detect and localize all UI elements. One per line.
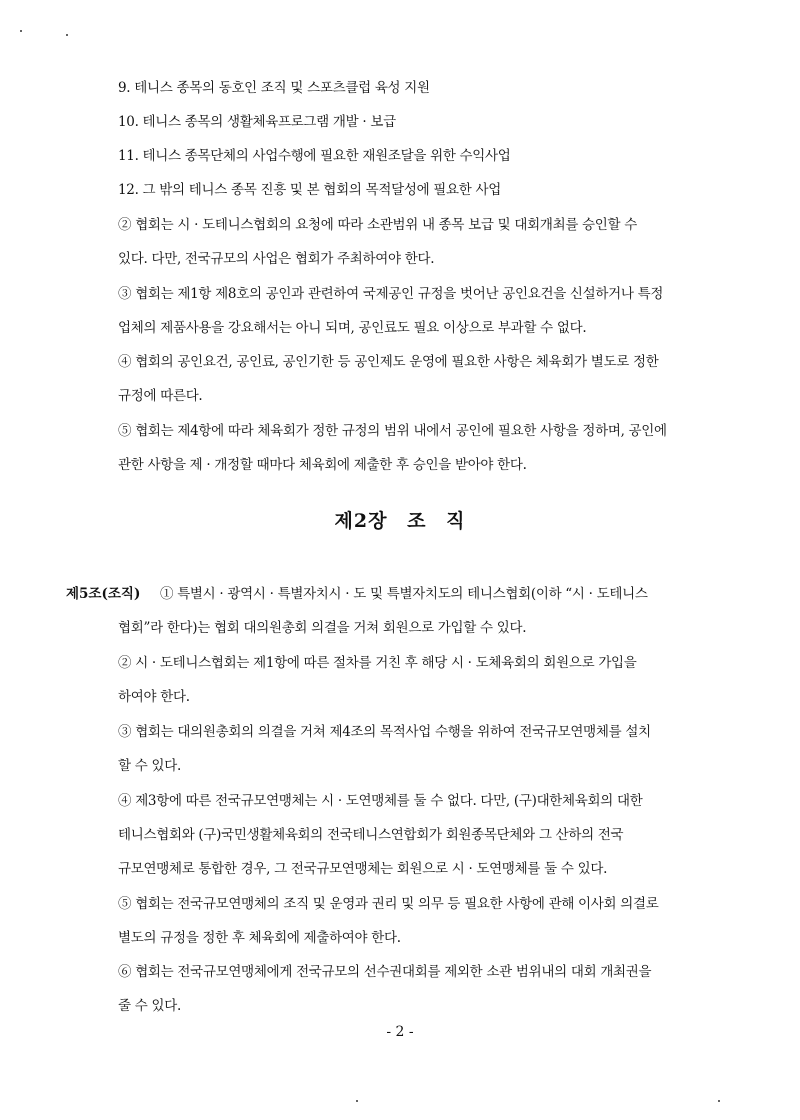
paragraph-line: 관한 사항을 제 · 개정할 때마다 체육회에 제출한 후 승인을 받아야 한다. [118,457,527,473]
scan-speck [20,30,22,32]
list-item: 11. 테니스 종목단체의 사업수행에 필요한 재원조달을 위한 수익사업 [118,148,511,164]
paragraph-line: ④ 제3항에 따른 전국규모연맹체는 시 · 도연맹체를 둘 수 없다. 다만, (구)대한체육회의 대한 [118,793,643,809]
paragraph-line: 업체의 제품사용을 강요해서는 아니 되며, 공인료도 필요 이상으로 부과할 수 없다. [118,320,587,336]
paragraph-line: ② 협회는 시 · 도테니스협회의 요청에 따라 소관범위 내 종목 보급 및 대회개최를 승인할 수 [118,217,638,233]
page-number: - 2 - [386,1024,414,1040]
paragraph-line: 협회”라 한다)는 협회 대의원총회 의결을 거쳐 회원으로 가입할 수 있다. [118,620,527,636]
paragraph-line: 별도의 규정을 정한 후 체육회에 제출하여야 한다. [118,930,401,946]
paragraph-line: ② 시 · 도테니스협회는 제1항에 따른 절차를 거친 후 해당 시 · 도체육회의 회원으로 가입을 [118,655,637,671]
list-item: 9. 테니스 종목의 동호인 조직 및 스포츠클럽 육성 지원 [118,80,430,96]
paragraph-line: 테니스협회와 (구)국민생활체육회의 전국테니스연합회가 회원종목단체와 그 산하의 전국 [118,827,624,843]
paragraph-line: ③ 협회는 대의원총회의 의결을 거쳐 제4조의 목적사업 수행을 위하여 전국규모연맹체를 설치 [118,724,651,740]
chapter-number: 제2장 [334,510,388,532]
paragraph-line: 있다. 다만, 전국규모의 사업은 협회가 주최하여야 한다. [118,251,435,267]
paragraph-line: 할 수 있다. [118,758,181,774]
list-item: 10. 테니스 종목의 생활체육프로그램 개발 · 보급 [118,114,396,130]
scan-speck [66,34,68,36]
paragraph-line: ⑥ 협회는 전국규모연맹체에게 전국규모의 선수권대회를 제외한 소관 범위내의 대회 개최권을 [118,964,652,980]
paragraph-line: ⑤ 협회는 제4항에 따라 체육회가 정한 규정의 범위 내에서 공인에 필요한 사항을 정하며, 공인에 [118,423,667,439]
chapter-heading [0,508,800,534]
paragraph-line: 규모연맹체로 통합한 경우, 그 전국규모연맹체는 회원으로 시 · 도연맹체를 둘 수 있다. [118,861,608,877]
paragraph-line: 규정에 따른다. [118,388,203,404]
chapter-title-1: 조 [407,510,427,532]
paragraph-line: ⑤ 협회는 전국규모연맹체의 조직 및 운영과 권리 및 의무 등 필요한 사항에 관해 이사회 의결로 [118,896,659,912]
scan-speck [718,1100,720,1102]
list-item: 12. 그 밖의 테니스 종목 진흥 및 본 협회의 목적달성에 필요한 사업 [118,182,501,198]
paragraph-line: 줄 수 있다. [118,998,181,1014]
paragraph-line: ④ 협회의 공인요건, 공인료, 공인기한 등 공인제도 운영에 필요한 사항은 체육회가 별도로 정한 [118,354,659,370]
paragraph-line: ③ 협회는 제1항 제8호의 공인과 관련하여 국제공인 규정을 벗어난 공인요건을 신설하거나 특정 [118,286,664,302]
paragraph-line: ① 특별시 · 광역시 · 특별자치시 · 도 및 특별자치도의 테니스협회(이하 “시 · 도테니스 [160,586,648,602]
chapter-title-2: 직 [446,510,466,532]
paragraph-line: 하여야 한다. [118,689,190,705]
article-label: 제5조(조직) [66,586,141,602]
scan-speck [356,1100,358,1102]
